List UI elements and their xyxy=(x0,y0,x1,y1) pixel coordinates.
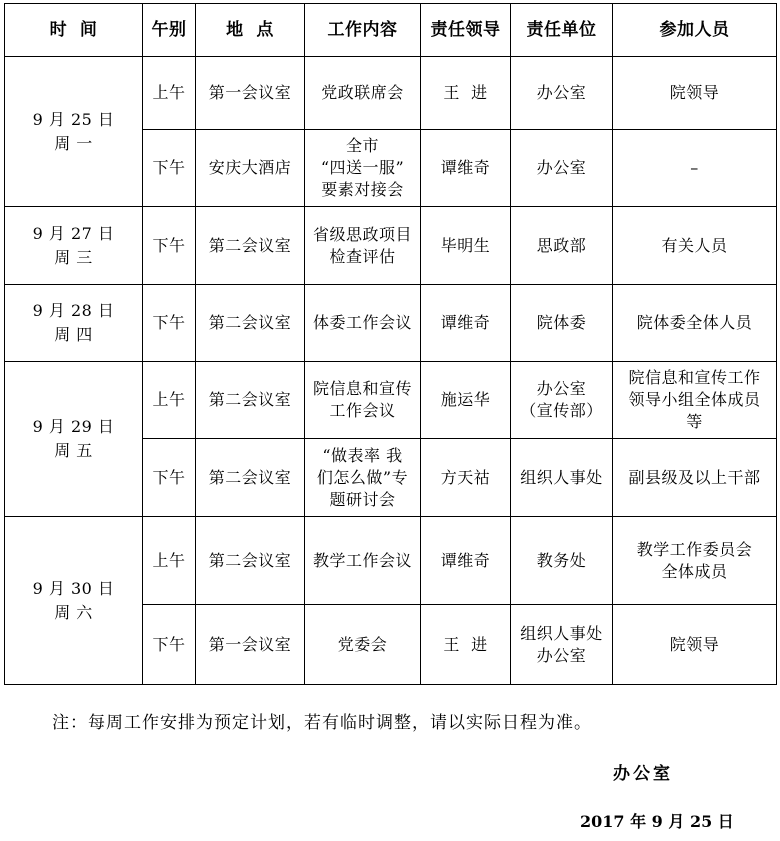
unit-cell: 办公室 （宣传部） xyxy=(511,362,613,439)
date-cell: 9 月 25 日 周 一 xyxy=(5,57,143,207)
leader-cell: 谭维奇 xyxy=(421,130,511,207)
place-cell: 第一会议室 xyxy=(196,57,305,130)
period-cell: 下午 xyxy=(143,285,196,362)
place-cell: 第二会议室 xyxy=(196,439,305,517)
period-cell: 下午 xyxy=(143,207,196,285)
unit-cell: 组织人事处 xyxy=(511,439,613,517)
place-cell: 第二会议室 xyxy=(196,517,305,605)
date-cell: 9 月 28 日 周 四 xyxy=(5,285,143,362)
header-unit: 责任单位 xyxy=(511,4,613,57)
content-cell: 党政联席会 xyxy=(305,57,421,130)
signature-office: 办公室 xyxy=(613,764,673,784)
content-cell: 党委会 xyxy=(305,605,421,685)
participants-cell: 院体委全体人员 xyxy=(613,285,777,362)
schedule-table xyxy=(4,3,777,685)
footnote: 注：每周工作安排为预定计划，若有临时调整，请以实际日程为准。 xyxy=(52,713,592,733)
table-row xyxy=(5,362,777,439)
leader-cell: 王 进 xyxy=(421,57,511,130)
signature-date: 2017 年 9 月 25 日 xyxy=(580,812,734,831)
table-row xyxy=(5,285,777,362)
place-cell: 第一会议室 xyxy=(196,605,305,685)
content-cell: 教学工作会议 xyxy=(305,517,421,605)
unit-cell: 思政部 xyxy=(511,207,613,285)
period-cell: 下午 xyxy=(143,439,196,517)
place-cell: 安庆大酒店 xyxy=(196,130,305,207)
header-content: 工作内容 xyxy=(305,4,421,57)
unit-cell: 院体委 xyxy=(511,285,613,362)
participants-cell: 副县级及以上干部 xyxy=(613,439,777,517)
content-cell: 省级思政项目 检查评估 xyxy=(305,207,421,285)
participants-cell: 有关人员 xyxy=(613,207,777,285)
place-cell: 第二会议室 xyxy=(196,207,305,285)
participants-cell: 院领导 xyxy=(613,57,777,130)
date-cell: 9 月 30 日 周 六 xyxy=(5,517,143,685)
unit-cell: 办公室 xyxy=(511,130,613,207)
period-cell: 下午 xyxy=(143,130,196,207)
content-cell: 体委工作会议 xyxy=(305,285,421,362)
participants-cell: 院领导 xyxy=(613,605,777,685)
period-cell: 下午 xyxy=(143,605,196,685)
content-cell: 院信息和宣传 工作会议 xyxy=(305,362,421,439)
date-cell: 9 月 29 日 周 五 xyxy=(5,362,143,517)
table-row xyxy=(5,57,777,130)
header-row xyxy=(5,4,777,57)
place-cell: 第二会议室 xyxy=(196,285,305,362)
header-leader: 责任领导 xyxy=(421,4,511,57)
unit-cell: 教务处 xyxy=(511,517,613,605)
leader-cell: 谭维奇 xyxy=(421,517,511,605)
table-row xyxy=(5,207,777,285)
header-place: 地 点 xyxy=(196,4,305,57)
leader-cell: 方天祜 xyxy=(421,439,511,517)
participants-cell: 教学工作委员会 全体成员 xyxy=(613,517,777,605)
header-period: 午别 xyxy=(143,4,196,57)
period-cell: 上午 xyxy=(143,517,196,605)
period-cell: 上午 xyxy=(143,362,196,439)
leader-cell: 王 进 xyxy=(421,605,511,685)
table-row xyxy=(5,517,777,605)
period-cell: 上午 xyxy=(143,57,196,130)
leader-cell: 谭维奇 xyxy=(421,285,511,362)
leader-cell: 毕明生 xyxy=(421,207,511,285)
unit-cell: 组织人事处 办公室 xyxy=(511,605,613,685)
header-participants: 参加人员 xyxy=(613,4,777,57)
participants-cell: 院信息和宣传工作 领导小组全体成员 等 xyxy=(613,362,777,439)
content-cell: “做表率 我 们怎么做”专 题研讨会 xyxy=(305,439,421,517)
content-cell: 全市 “四送一服” 要素对接会 xyxy=(305,130,421,207)
unit-cell: 办公室 xyxy=(511,57,613,130)
date-cell: 9 月 27 日 周 三 xyxy=(5,207,143,285)
header-time: 时 间 xyxy=(5,4,143,57)
participants-cell: – xyxy=(613,130,777,207)
place-cell: 第二会议室 xyxy=(196,362,305,439)
leader-cell: 施运华 xyxy=(421,362,511,439)
